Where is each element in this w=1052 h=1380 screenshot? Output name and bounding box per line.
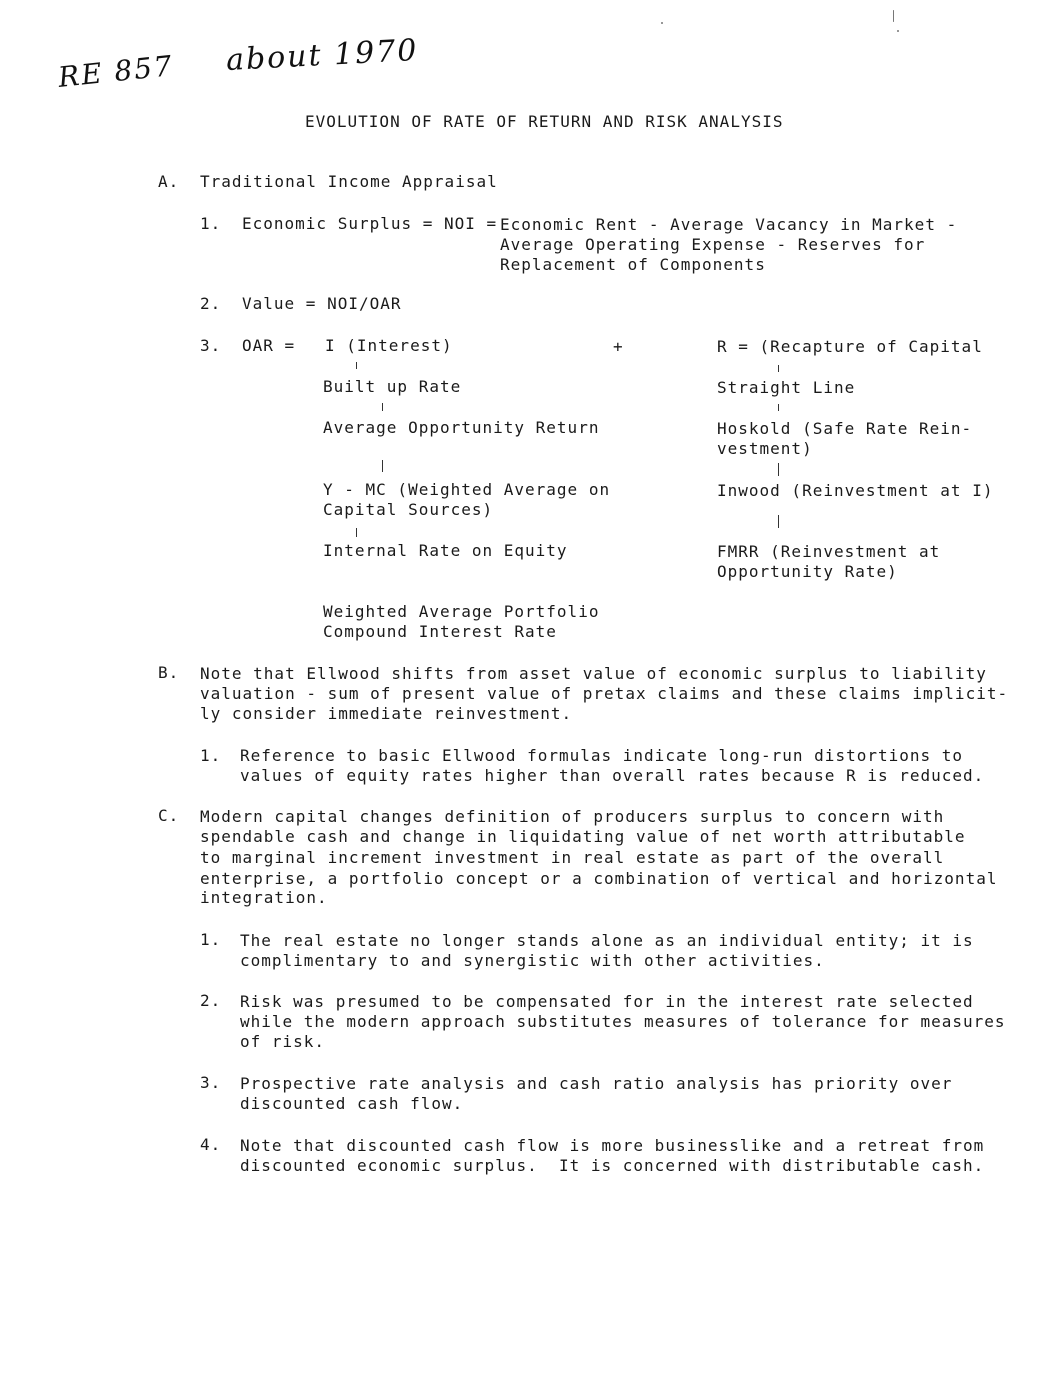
section-a-item3-lhs: OAR = [242,336,296,355]
section-c-item-line: Note that discounted cash flow is more businesslike and a retreat from [240,1136,985,1155]
scan-speck [897,30,899,32]
section-a-item2-number: 2. [200,294,222,313]
section-c-item-line: The real estate no longer stands alone as an individual entity; it is [240,931,974,950]
section-c-line: spendable cash and change in liquidating value of net worth attributable [200,827,966,846]
section-a-heading: Traditional Income Appraisal [200,172,498,191]
section-c-line: integration. [200,888,328,907]
section-c-item-number: 2. [200,991,222,1010]
recapture-chain-item: Hoskold (Safe Rate Rein- [717,419,973,438]
interest-chain-item: Built up Rate [323,377,462,396]
recapture-chain-item: R = (Recapture of Capital [717,337,983,356]
recapture-chain-item: FMRR (Reinvestment at [717,542,941,561]
section-b-line: valuation - sum of present value of pretax claims and these claims implicit- [200,684,1009,703]
chain-connector [382,460,383,472]
chain-connector [778,515,779,528]
section-a-item2-text: Value = NOI/OAR [242,294,402,313]
section-a-item3-plus: + [613,337,624,356]
scan-speck [893,10,894,22]
recapture-chain-item: Opportunity Rate) [717,562,898,581]
interest-chain-item: Compound Interest Rate [323,622,557,641]
chain-connector [778,365,779,372]
section-c-item-number: 3. [200,1073,222,1092]
section-a-item1-line: Replacement of Components [500,255,766,274]
section-a-item1-lhs: Economic Surplus = NOI = [242,214,498,233]
section-c-item-line: discounted cash flow. [240,1094,464,1113]
section-b-marker: B. [158,663,180,682]
section-c-item-line: complimentary to and synergistic with other activities. [240,951,825,970]
section-a-marker: A. [158,172,180,191]
interest-chain-item: Y - MC (Weighted Average on [323,480,611,499]
section-c-item-line: of risk. [240,1032,326,1051]
chain-connector [778,404,779,411]
scan-speck [661,22,663,24]
section-a-item1-line: Economic Rent - Average Vacancy in Market - [500,215,958,234]
interest-chain-item: Capital Sources) [323,500,494,519]
section-c-marker: C. [158,806,180,825]
interest-chain-item: Internal Rate on Equity [323,541,568,560]
chain-connector [382,403,383,411]
section-b-item1-number: 1. [200,746,222,765]
section-c-item-line: while the modern approach substitutes measures of tolerance for measures [240,1012,1006,1031]
chain-connector [356,362,357,369]
interest-chain-item: Average Opportunity Return [323,418,600,437]
section-b-line: ly consider immediate reinvestment. [200,704,573,723]
section-a-item3-number: 3. [200,336,222,355]
section-c-item-line: Risk was presumed to be compensated for in the interest rate selected [240,992,974,1011]
interest-chain-item: I (Interest) [325,336,453,355]
page-title: EVOLUTION OF RATE OF RETURN AND RISK ANALYSIS [305,112,784,131]
recapture-chain-item: Inwood (Reinvestment at I) [717,481,994,500]
section-c-line: to marginal increment investment in real estate as part of the overall [200,848,945,867]
section-c-item-line: Prospective rate analysis and cash ratio analysis has priority over [240,1074,953,1093]
recapture-chain-item: Straight Line [717,378,856,397]
section-a-item1-number: 1. [200,214,222,233]
handwritten-reference: RE 857 [56,49,176,94]
chain-connector [778,463,779,476]
section-c-item-number: 1. [200,930,222,949]
section-c-item-line: discounted economic surplus. It is concerned with distributable cash. [240,1156,985,1175]
section-b-item1-line: values of equity rates higher than overall rates because R is reduced. [240,766,985,785]
handwritten-date: about 1970 [225,32,420,79]
section-b-item1-line: Reference to basic Ellwood formulas indicate long-run distortions to [240,746,964,765]
section-c-line: Modern capital changes definition of producers surplus to concern with [200,807,945,826]
interest-chain-item: Weighted Average Portfolio [323,602,600,621]
chain-connector [356,528,357,537]
recapture-chain-item: vestment) [717,439,813,458]
section-c-item-number: 4. [200,1135,222,1154]
section-c-line: enterprise, a portfolio concept or a combination of vertical and horizontal [200,869,998,888]
section-b-line: Note that Ellwood shifts from asset value of economic surplus to liability [200,664,987,683]
section-a-item1-line: Average Operating Expense - Reserves for [500,235,926,254]
